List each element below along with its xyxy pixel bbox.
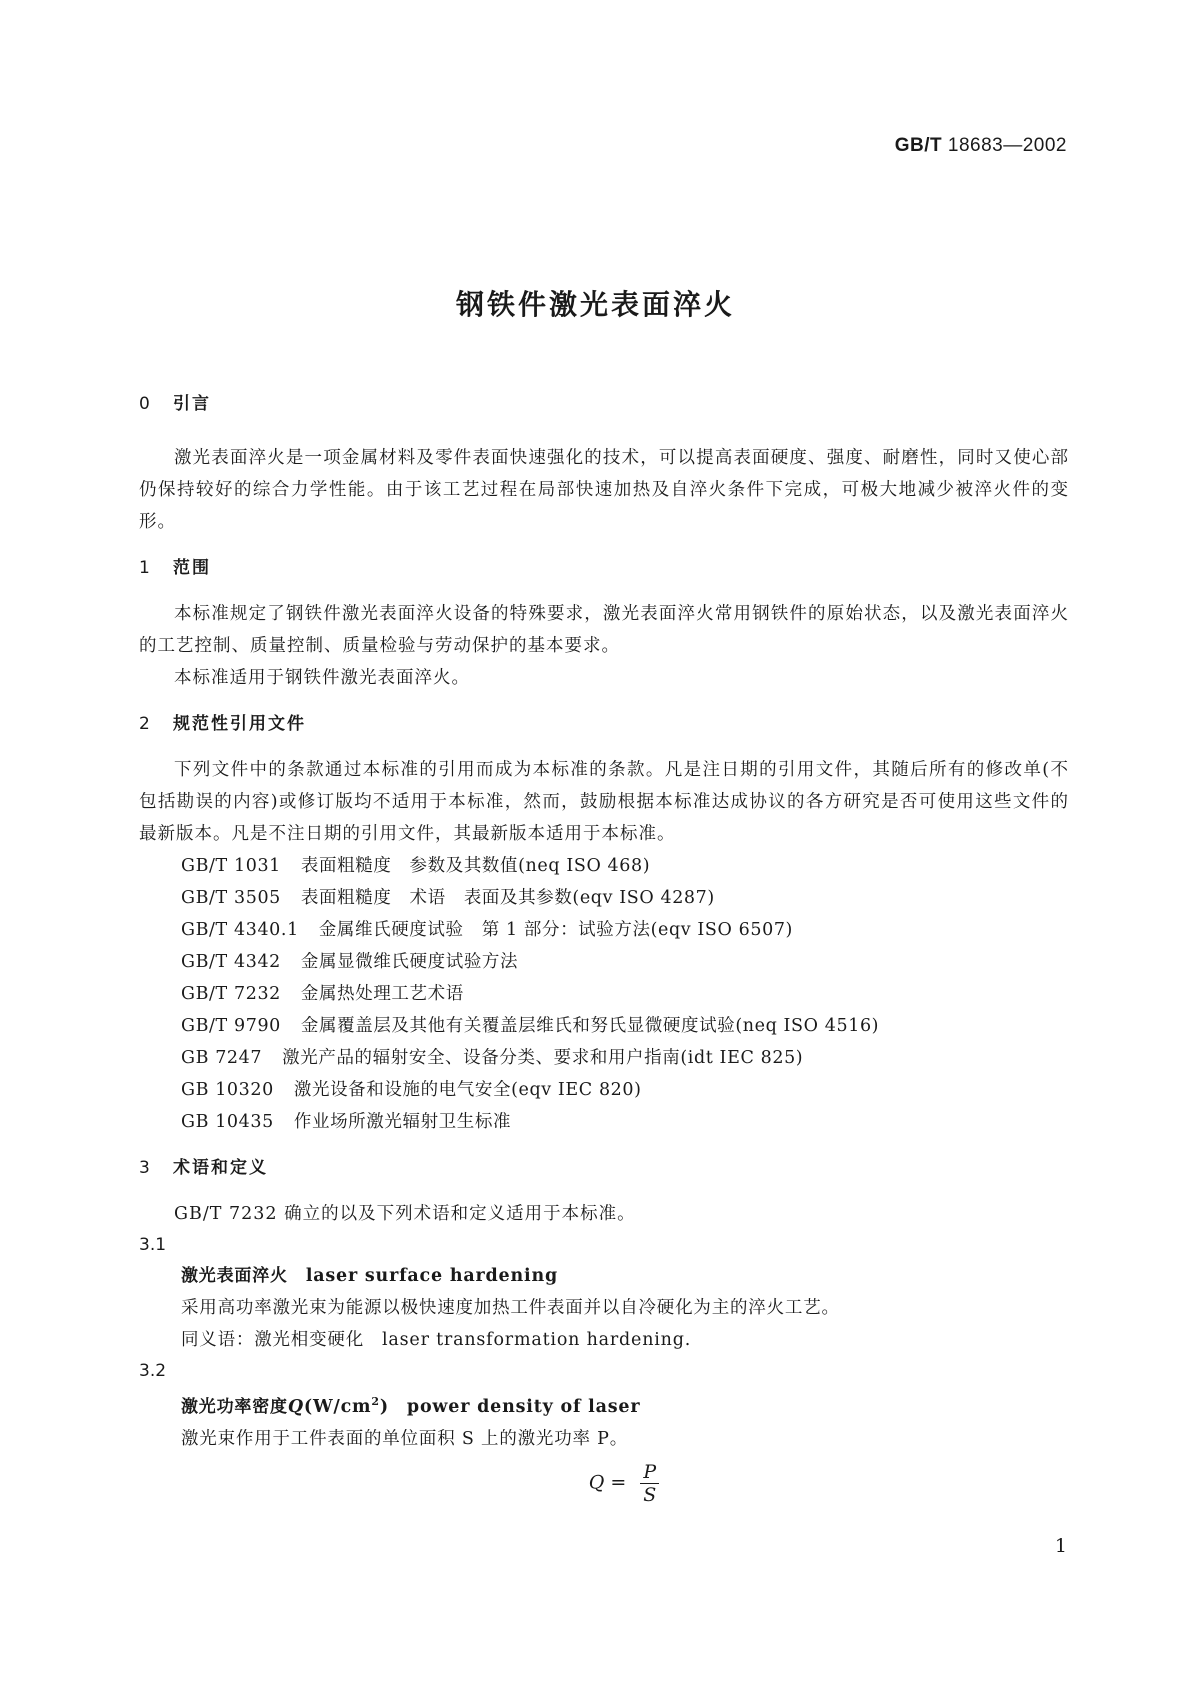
reference-list [139,850,1069,1138]
page-number: 1 [1054,1535,1067,1557]
reference-item: GB/T 9790 金属覆盖层及其他有关覆盖层维氏和努氏显微硬度试验(neq ISO 4516) [181,1016,880,1036]
section-3-heading: 3 术语和定义 [139,1158,268,1178]
term-3-2-title: 激光功率密度$Q(W/cm^2)$ power density of laser [181,1395,641,1417]
reference-item: GB/T 4340.1 金属维氏硬度试验 第 1 部分：试验方法(eqv ISO 6507) [181,920,793,940]
term-3-1-title: 激光表面淬火 laser surface hardening [181,1266,559,1286]
term-3-1-number: 3.1 [139,1235,167,1255]
reference-item: GB 10320 激光设备和设施的电气安全(eqv IEC 820) [181,1080,642,1100]
section-1-paragraph-2: 本标准适用于钢铁件激光表面淬火。 [174,668,470,688]
section-2-paragraph: 下列文件中的条款通过本标准的引用而成为本标准的条款。凡是注日期的引用文件，其随后所有的修改单(不包括勘误的内容)或修订版均不适用于本标准，然而，鼓励根据本标准达成协议的各方研究是否可使用这些文件的最新版本。凡是不注日期的引用文件，其最新版本适用于本标准。 [139,760,1069,844]
reference-item: GB 10435 作业场所激光辐射卫生标准 [181,1112,512,1132]
section-3-paragraph: GB/T 7232 确立的以及下列术语和定义适用于本标准。 [174,1204,636,1224]
term-3-2-definition: 激光束作用于工件表面的单位面积 S 上的激光功率 P。 [181,1428,629,1449]
reference-item: GB/T 4342 金属显微维氏硬度试验方法 [181,952,519,972]
power-density-formula: Q = $\frac{P}{S}$ [139,1461,1069,1506]
reference-item: GB/T 1031 表面粗糙度 参数及其数值(neq ISO 468) [181,856,651,876]
section-1-heading: 1 范围 [139,558,211,578]
reference-item: GB/T 7232 金属热处理工艺术语 [181,984,464,1004]
section-0-heading: 0 引言 [139,394,211,414]
term-3-1-definition: 采用高功率激光束为能源以极快速度加热工件表面并以自冷硬化为主的淬火工艺。 [181,1298,840,1318]
section-1-paragraph-1: 本标准规定了钢铁件激光表面淬火设备的特殊要求，激光表面淬火常用钢铁件的原始状态，以及激光表面淬火的工艺控制、质量控制、质量检验与劳动保护的基本要求。 [139,604,1069,656]
reference-item: GB 7247 激光产品的辐射安全、设备分类、要求和用户指南(idt IEC 825) [181,1048,804,1068]
term-3-1-synonym: 同义语：激光相变硬化 laser transformation hardening. [181,1330,692,1350]
section-2-heading: 2 规范性引用文件 [139,714,306,734]
reference-item: GB/T 3505 表面粗糙度 术语 表面及其参数(eqv ISO 4287) [181,888,715,908]
section-0-paragraph: 激光表面淬火是一项金属材料及零件表面快速强化的技术，可以提高表面硬度、强度、耐磨性，同时又使心部仍保持较好的综合力学性能。由于该工艺过程在局部快速加热及自淬火条件下完成，可极大地减少被淬火件的变形。 [139,448,1069,532]
standard-number: GB/T 18683—2002 [894,135,1067,156]
document-title: 钢铁件激光表面淬火 [455,288,735,321]
term-3-2-number: 3.2 [139,1361,167,1381]
document-body [139,388,1069,1506]
